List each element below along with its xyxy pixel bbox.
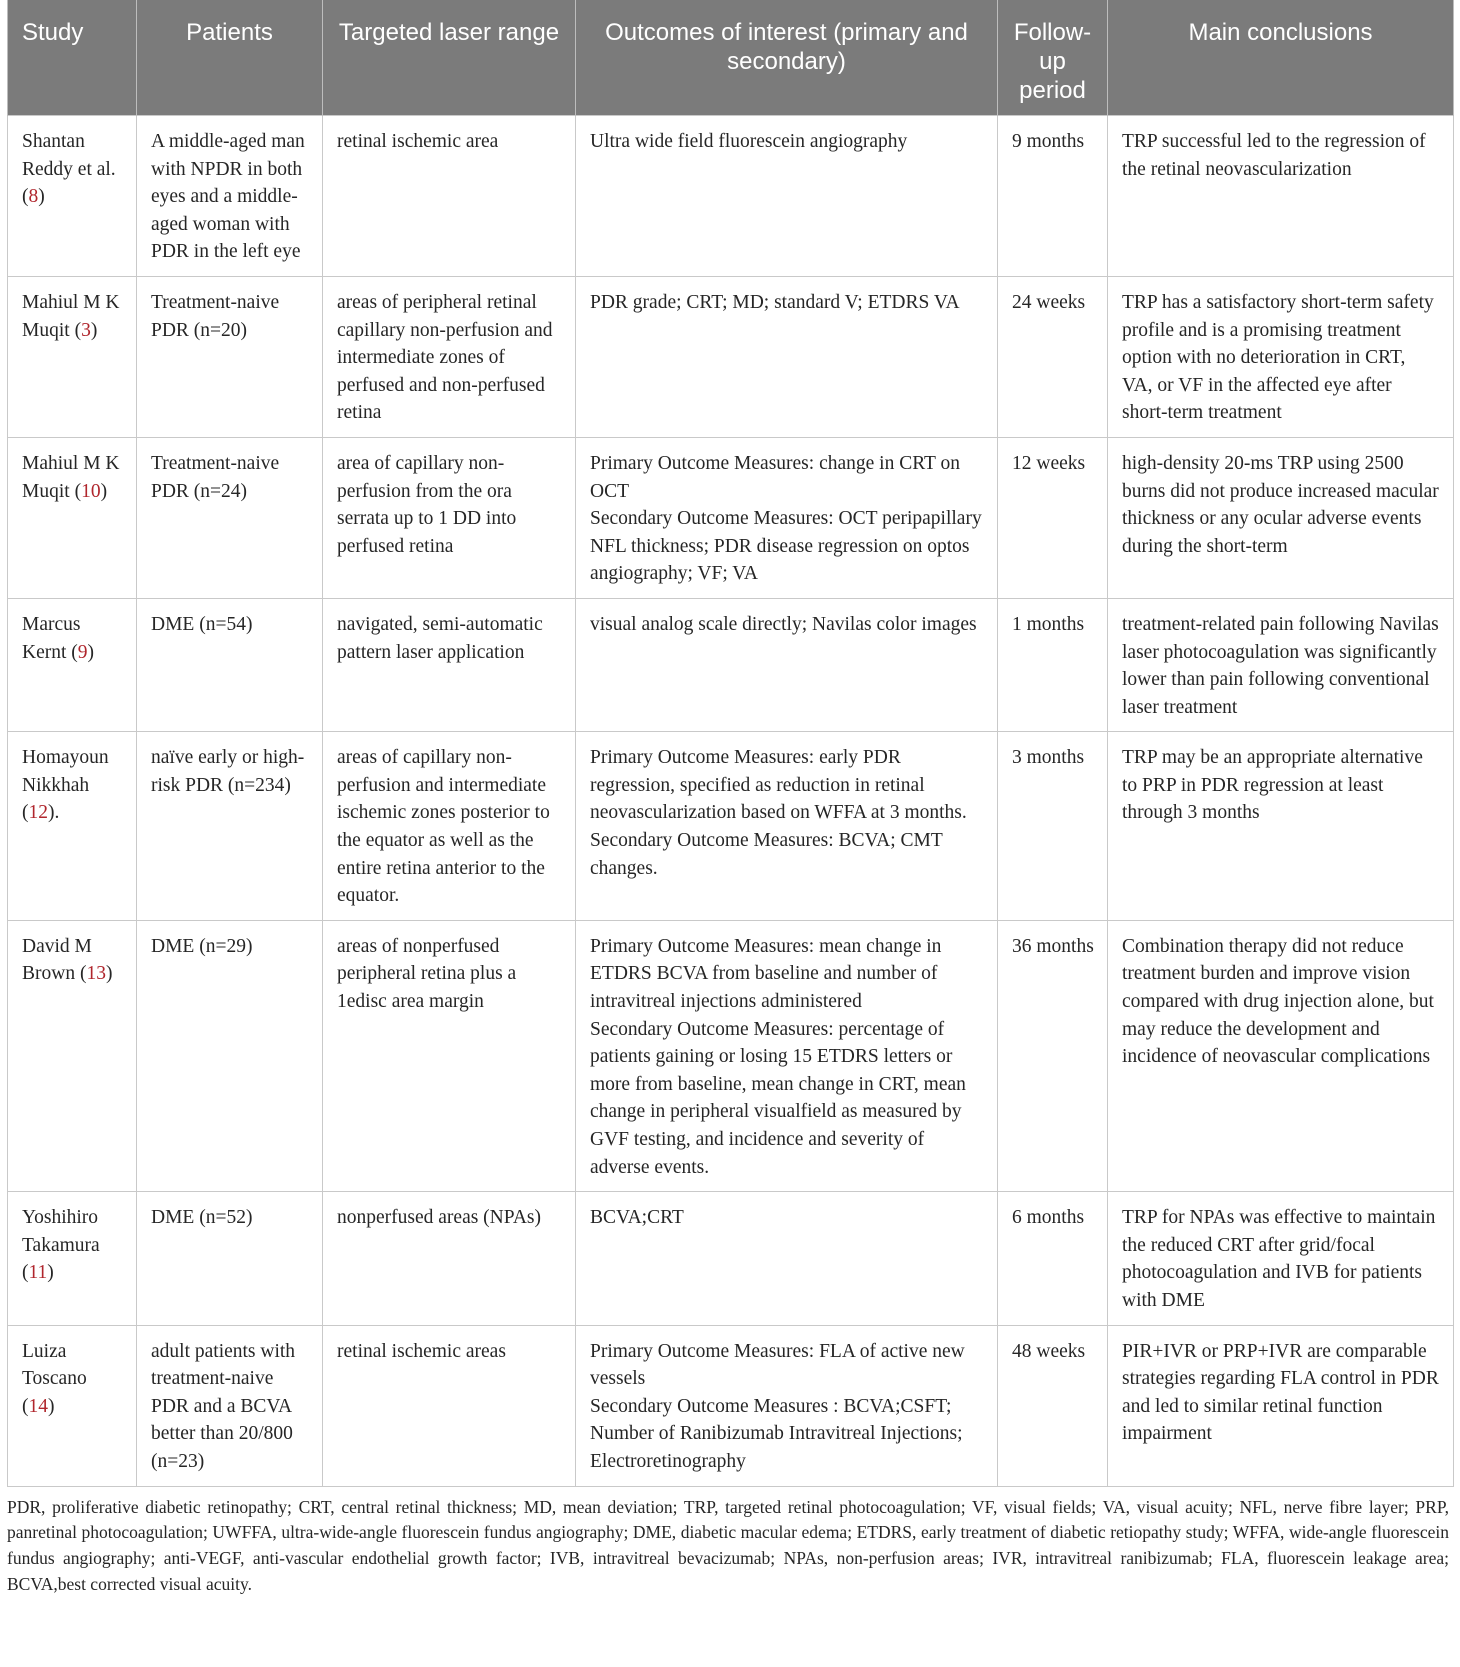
cell-laser-range: navigated, semi-automatic pattern laser application: [323, 598, 576, 731]
study-suffix: .: [54, 802, 60, 824]
cell-conclusion: TRP for NPAs was effective to maintain the reduced CRT after grid/focal photocoagulation and IVB for patients with DME: [1108, 1192, 1454, 1325]
cell-laser-range: area of capillary non-perfusion from the ora serrata up to 1 DD into perfused retina: [323, 437, 576, 598]
cell-patients: DME (n=29): [137, 920, 323, 1191]
reference-link[interactable]: 12: [28, 802, 48, 824]
header-outcomes: Outcomes of interest (primary and secondary): [576, 0, 998, 116]
cell-follow-up: 1 months: [998, 598, 1108, 731]
table-row: [8, 598, 1454, 731]
table-body: [8, 116, 1454, 1487]
header-laser-range: Targeted laser range: [323, 0, 576, 116]
reference-link[interactable]: 3: [81, 319, 91, 341]
header-follow-up: Follow-up period: [998, 0, 1108, 116]
header-study: Study: [8, 0, 137, 116]
outcome-line: Ultra wide field fluorescein angiography: [590, 131, 908, 152]
table-row: [8, 732, 1454, 921]
study-author: Homayoun Nikkhah: [22, 747, 109, 796]
cell-follow-up: 36 months: [998, 920, 1108, 1191]
table-row: [8, 116, 1454, 277]
study-author: Shantan Reddy et al.: [22, 131, 116, 180]
header-row: [8, 0, 1454, 116]
cell-outcomes: [576, 732, 998, 921]
cell-follow-up: 9 months: [998, 116, 1108, 277]
study-author: Luiza Toscano: [22, 1340, 87, 1390]
cell-study: Marcus Kernt (9): [8, 598, 137, 731]
cell-follow-up: 48 weeks: [998, 1325, 1108, 1486]
cell-patients: adult patients with treatment-naive PDR and a BCVA better than 20/800 (n=23): [137, 1325, 323, 1486]
cell-conclusion: TRP may be an appropriate alternative to PRP in PDR regression at least through 3 months: [1108, 732, 1454, 921]
cell-conclusion: TRP successful led to the regression of the retinal neovascularization: [1108, 116, 1454, 277]
reference-link[interactable]: 8: [28, 186, 39, 208]
cell-patients: DME (n=52): [137, 1192, 323, 1325]
cell-outcomes: [576, 116, 998, 277]
cell-study: Shantan Reddy et al. (8): [8, 116, 137, 277]
study-author: Yoshihiro Takamura: [22, 1207, 100, 1256]
outcome-line: Number of Ranibizumab Intravitreal Injections;: [590, 1423, 963, 1445]
cell-conclusion: treatment-related pain following Navilas laser photocoagulation was significantly lower than pain following conventional laser treatment: [1108, 598, 1454, 731]
cell-study: Homayoun Nikkhah (12).: [8, 732, 137, 921]
cell-outcomes: [576, 920, 998, 1191]
table-row: [8, 920, 1454, 1191]
cell-outcomes: [576, 276, 998, 437]
cell-patients: Treatment-naive PDR (n=20): [137, 276, 323, 437]
reference-link[interactable]: 10: [81, 480, 101, 502]
reference-link[interactable]: 13: [86, 963, 106, 985]
table-container: [7, 0, 1453, 1598]
study-author: Mahiul M K Muqit: [22, 291, 120, 341]
table-header: [8, 0, 1454, 116]
outcome-line: Secondary Outcome Measures: BCVA; CMT changes.: [590, 830, 943, 879]
cell-conclusion: Combination therapy did not reduce treatment burden and improve vision compared with drug injection alone, but may reduce the development and incidence of neovascular complications: [1108, 920, 1454, 1191]
cell-laser-range: areas of capillary non-perfusion and intermediate ischemic zones posterior to the equator as well as the entire retina anterior to the equator.: [323, 732, 576, 921]
cell-study: David M Brown (13): [8, 920, 137, 1191]
cell-conclusion: high-density 20-ms TRP using 2500 burns did not produce increased macular thickness or any ocular adverse events during the short-term: [1108, 437, 1454, 598]
cell-study: Mahiul M K Muqit (10): [8, 437, 137, 598]
cell-patients: A middle-aged man with NPDR in both eyes and a middle-aged woman with PDR in the left eye: [137, 116, 323, 277]
cell-conclusion: PIR+IVR or PRP+IVR are comparable strategies regarding FLA control in PDR and led to similar retinal function impairment: [1108, 1325, 1454, 1486]
cell-follow-up: 6 months: [998, 1192, 1108, 1325]
cell-outcomes: [576, 598, 998, 731]
outcome-line: Primary Outcome Measures: early PDR regression, specified as reduction in retinal neovascularization based on WFFA at 3 months.: [590, 747, 967, 824]
cell-study: Mahiul M K Muqit (3): [8, 276, 137, 437]
reference-link[interactable]: 11: [28, 1262, 48, 1284]
outcome-line: Secondary Outcome Measures : BCVA;CSFT;: [590, 1395, 952, 1417]
cell-study: Luiza Toscano (14): [8, 1325, 137, 1486]
outcome-line: Primary Outcome Measures: FLA of active new vessels: [590, 1340, 965, 1390]
footnote: PDR, proliferative diabetic retinopathy; CRT, central retinal thickness; MD, mean deviation; TRP, targeted retinal photocoagulation; VF, visual fields; VA, visual acuity; NFL, nerve fibre layer; PRP, panretinal photocoagulation; UWFFA, ultra-wide-angle fluorescein fundus angiography; DME, diabetic macular edema; ETDRS, early treatment of diabetic retiopathy study; WFFA, wide-angle fluorescein fundus angiography; anti-VEGF, anti-vascular endothelial growth factor; IVB, intravitreal bevacizumab; NPAs, non-perfusion areas; IVR, intravitreal ranibizumab; FLA, fluorescein leakage area; BCVA,best corrected visual acuity.: [7, 1496, 1449, 1594]
study-author: Marcus Kernt: [22, 613, 81, 663]
reference-link[interactable]: 14: [28, 1395, 48, 1417]
cell-laser-range: areas of peripheral retinal capillary non-perfusion and intermediate zones of perfused and non-perfused retina: [323, 276, 576, 437]
cell-study: Yoshihiro Takamura (11): [8, 1192, 137, 1325]
outcome-line: Electroretinography: [590, 1450, 746, 1472]
study-author: Mahiul M K Muqit: [22, 452, 120, 502]
reference-link[interactable]: 9: [77, 641, 88, 663]
header-conclusions: Main conclusions: [1108, 0, 1454, 116]
cell-patients: Treatment-naive PDR (n=24): [137, 437, 323, 598]
studies-table: [7, 0, 1454, 1487]
cell-follow-up: 3 months: [998, 732, 1108, 921]
table-row: [8, 1192, 1454, 1325]
cell-outcomes: [576, 437, 998, 598]
cell-laser-range: areas of nonperfused peripheral retina plus a 1edisc area margin: [323, 920, 576, 1191]
outcome-line: Secondary Outcome Measures: OCT peripapillary NFL thickness; PDR disease regression on optos angiography; VF; VA: [590, 508, 982, 585]
cell-patients: naïve early or high-risk PDR (n=234): [137, 732, 323, 921]
cell-follow-up: 12 weeks: [998, 437, 1108, 598]
outcome-line: Primary Outcome Measures: change in CRT on OCT: [590, 452, 960, 502]
outcome-line: Primary Outcome Measures: mean change in ETDRS BCVA from baseline and number of intravitreal injections administered: [590, 935, 942, 1013]
cell-outcomes: [576, 1192, 998, 1325]
table-row: [8, 437, 1454, 598]
header-patients: Patients: [137, 0, 323, 116]
cell-laser-range: retinal ischemic area: [323, 116, 576, 277]
outcome-line: BCVA;CRT: [590, 1207, 684, 1229]
outcome-line: Secondary Outcome Measures: percentage of patients gaining or losing 15 ETDRS letters or more from baseline, mean change in CRT, mean change in peripheral visualfield as measured by GVF testing, and incidence and severity of adverse events.: [590, 1018, 966, 1178]
cell-outcomes: [576, 1325, 998, 1486]
cell-conclusion: TRP has a satisfactory short-term safety profile and is a promising treatment option with no deterioration in CRT, VA, or VF in the affected eye after short-term treatment: [1108, 276, 1454, 437]
outcome-line: visual analog scale directly; Navilas color images: [590, 613, 977, 635]
cell-follow-up: 24 weeks: [998, 276, 1108, 437]
cell-laser-range: nonperfused areas (NPAs): [323, 1192, 576, 1325]
study-author: David M Brown: [22, 935, 92, 985]
table-row: [8, 276, 1454, 437]
table-row: [8, 1325, 1454, 1486]
cell-laser-range: retinal ischemic areas: [323, 1325, 576, 1486]
cell-patients: DME (n=54): [137, 598, 323, 731]
outcome-line: PDR grade; CRT; MD; standard V; ETDRS VA: [590, 291, 960, 313]
